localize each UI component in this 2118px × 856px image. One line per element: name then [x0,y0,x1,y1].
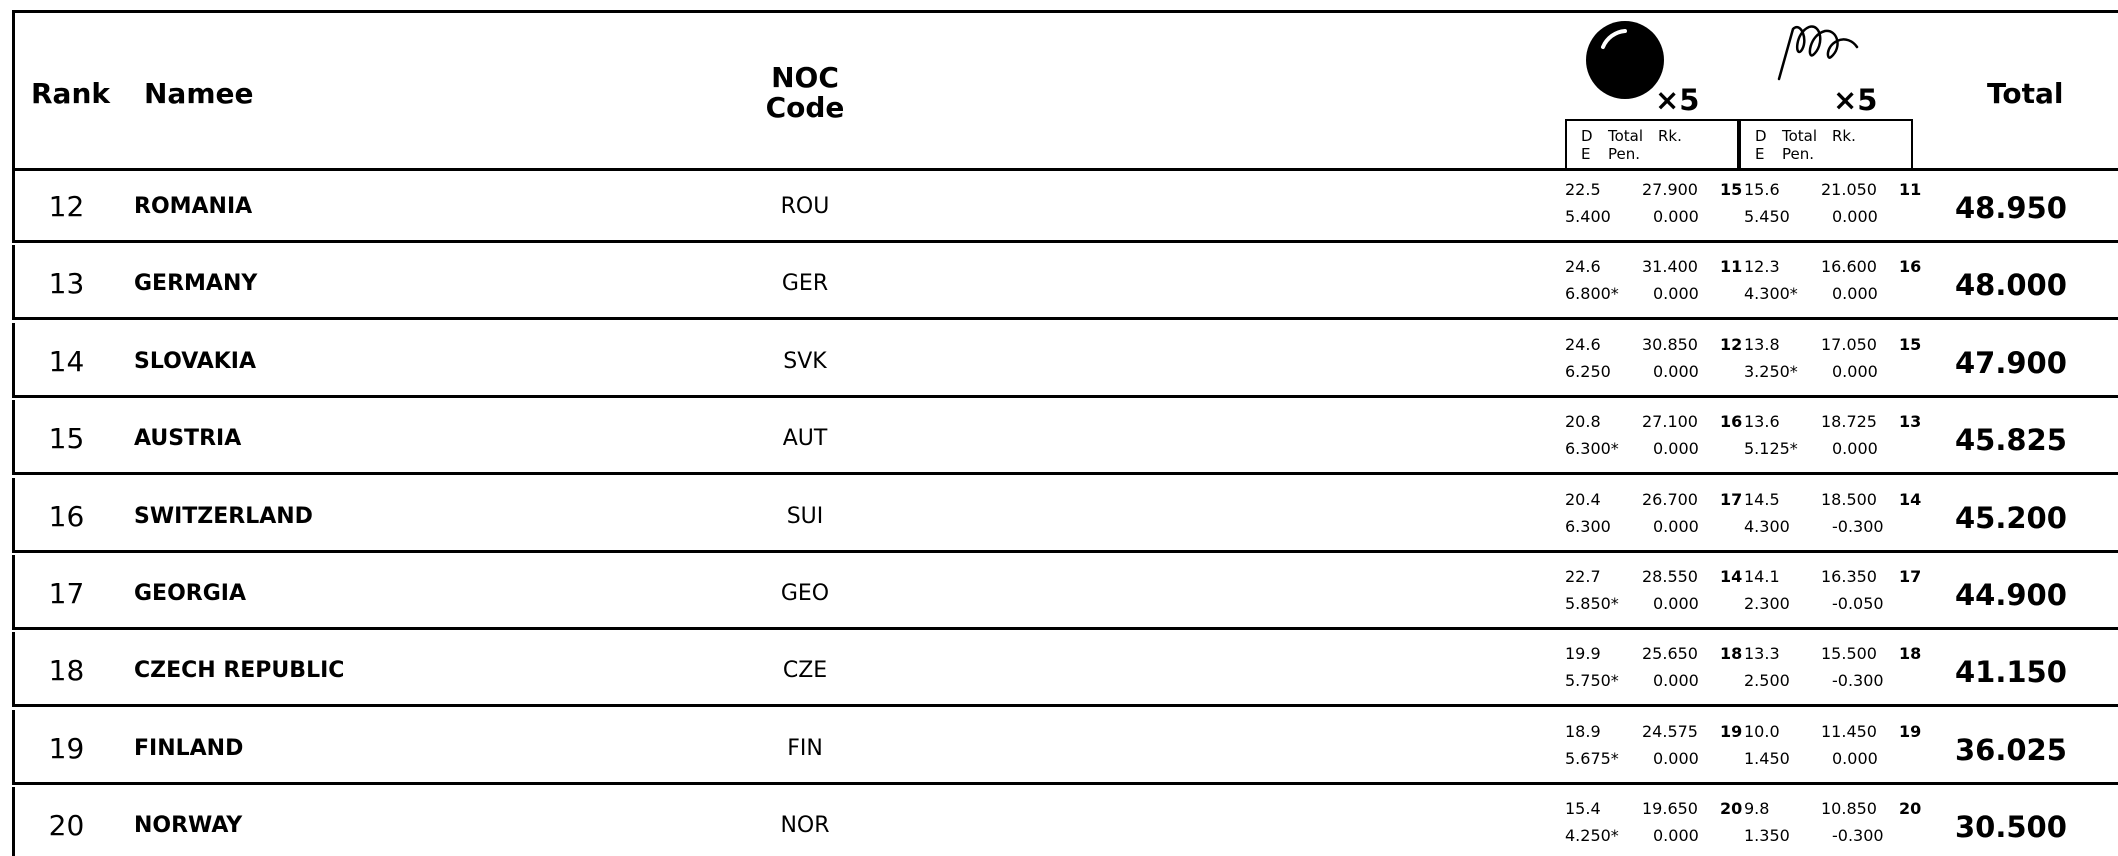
score-d: 13.8 [1744,334,1780,354]
score-e: 5.850* [1565,594,1619,613]
score-total: 11.450 [1821,721,1877,741]
score-total: 30.850 [1642,334,1698,354]
rank-cell: 17 [48,577,85,610]
total-score: 48.950 [1955,191,2067,225]
noc-code: GER [781,271,829,297]
ball-subheader: D Total Rk. E Pen. [1565,119,1739,171]
score-total: 17.050 [1821,334,1877,354]
noc-code: AUT [782,426,828,452]
score-total: 18.725 [1821,412,1877,432]
score-pen: 0.000 [1653,207,1699,226]
score-rk: 17 [1720,489,1743,509]
score-d: 13.6 [1744,412,1780,432]
score-pen: -0.300 [1832,826,1884,846]
total-score: 44.900 [1955,578,2067,612]
score-e: 6.300 [1565,516,1611,536]
score-d: 20.4 [1565,489,1601,509]
score-total: 27.900 [1642,180,1698,199]
score-d: 15.6 [1744,180,1780,199]
country-name: SWITZERLAND [134,503,313,529]
score-rk: 14 [1899,489,1922,509]
score-e: 5.400 [1565,207,1611,226]
score-e: 6.800* [1565,284,1619,304]
score-total: 16.350 [1821,567,1877,586]
table-row [12,478,2118,553]
country-name: NORWAY [134,813,243,839]
score-e: 1.350 [1744,826,1790,846]
score-pen: 0.000 [1832,439,1878,459]
table-row [12,400,2118,475]
country-name: CZECH REPUBLIC [134,658,345,684]
score-e: 5.675* [1565,748,1619,768]
score-total: 18.500 [1821,489,1877,509]
rank-header: Rank [31,77,111,110]
rank-cell: 13 [48,267,85,301]
table-row [12,632,2118,707]
score-pen: 0.000 [1832,284,1878,304]
table-row [12,787,2118,856]
score-rk: 19 [1899,721,1922,741]
score-pen: 0.000 [1832,207,1878,226]
score-total: 21.050 [1821,180,1877,199]
score-total: 15.500 [1821,644,1877,664]
total-score: 30.500 [1955,810,2067,845]
score-e: 5.125* [1744,439,1798,459]
score-e: 5.750* [1565,671,1619,691]
score-d: 20.8 [1565,412,1601,432]
score-rk: 19 [1720,721,1743,741]
total-score: 36.025 [1955,732,2067,767]
score-e: 2.500 [1744,671,1790,691]
score-e: 4.300 [1744,516,1790,536]
noc-code: FIN [787,735,823,761]
score-rk: 20 [1899,799,1922,819]
score-total: 19.650 [1642,799,1698,819]
score-total: 25.650 [1642,644,1698,664]
table-row [12,245,2118,320]
total-score: 47.900 [1955,345,2067,380]
score-rk: 14 [1720,567,1743,586]
score-e: 5.450 [1744,207,1790,226]
table-header [12,10,2118,171]
country-name: GERMANY [134,271,258,297]
score-d: 14.1 [1744,567,1780,586]
score-pen: 0.000 [1653,516,1699,536]
ball-multiplier: ×5 [1655,83,1700,117]
score-e: 2.300 [1744,594,1790,613]
score-rk: 17 [1899,567,1922,586]
noc-header: NOC Code [765,61,845,124]
score-rk: 16 [1899,257,1922,277]
rank-cell: 20 [48,809,85,843]
noc-code: SVK [783,348,827,374]
total-score: 45.825 [1955,423,2067,458]
noc-code: SUI [786,503,824,529]
score-rk: 13 [1899,412,1922,432]
score-pen: 0.000 [1653,361,1699,381]
score-d: 12.3 [1744,257,1780,277]
score-d: 22.5 [1565,180,1601,199]
score-e: 6.250 [1565,361,1611,381]
score-e: 4.250* [1565,826,1619,846]
score-total: 26.700 [1642,489,1698,509]
score-d: 14.5 [1744,489,1780,509]
score-d: 13.3 [1744,644,1780,664]
total-score: 41.150 [1955,655,2067,690]
score-pen: 0.000 [1653,826,1699,846]
total-score: 45.200 [1955,500,2067,535]
score-pen: -0.300 [1832,516,1884,536]
total-score: 48.000 [1955,268,2067,303]
table-row [12,168,2118,243]
score-rk: 16 [1720,412,1743,432]
score-d: 19.9 [1565,644,1601,664]
score-pen: 0.000 [1653,439,1699,459]
score-total: 10.850 [1821,799,1877,819]
score-d: 24.6 [1565,257,1601,277]
score-d: 18.9 [1565,721,1601,741]
score-pen: 0.000 [1832,361,1878,381]
score-d: 22.7 [1565,567,1601,586]
score-total: 31.400 [1642,257,1698,277]
score-e: 6.300* [1565,439,1619,459]
score-rk: 11 [1899,180,1922,199]
score-total: 27.100 [1642,412,1698,432]
score-pen: 0.000 [1653,748,1699,768]
score-pen: -0.300 [1832,671,1884,691]
total-header: Total [1987,77,2064,110]
table-row [12,710,2118,785]
score-pen: 0.000 [1832,748,1878,768]
score-rk: 20 [1720,799,1743,819]
score-rk: 18 [1899,644,1922,664]
rank-cell: 14 [48,344,85,378]
noc-code: GEO [780,581,830,606]
score-rk: 11 [1720,257,1743,277]
rank-cell: 15 [48,422,85,456]
ribbon-multiplier: ×5 [1833,83,1878,117]
noc-code: NOR [780,813,830,839]
rank-cell: 16 [48,499,85,533]
score-total: 16.600 [1821,257,1877,277]
country-name: ROMANIA [134,194,253,219]
country-name: FINLAND [134,735,244,761]
country-name: GEORGIA [134,581,246,606]
score-rk: 15 [1720,180,1743,199]
score-rk: 18 [1720,644,1743,664]
score-rk: 12 [1720,334,1743,354]
score-total: 28.550 [1642,567,1698,586]
name-header: Namee [144,77,254,110]
score-pen: -0.050 [1832,594,1884,613]
score-e: 4.300* [1744,284,1798,304]
score-rk: 15 [1899,334,1922,354]
score-e: 1.450 [1744,748,1790,768]
score-e: 3.250* [1744,361,1798,381]
score-pen: 0.000 [1653,284,1699,304]
noc-code: ROU [780,194,830,219]
noc-code: CZE [782,658,828,684]
country-name: SLOVAKIA [134,348,257,374]
table-row [12,323,2118,398]
rank-cell: 18 [48,654,85,688]
score-d: 15.4 [1565,799,1601,819]
rank-cell: 19 [48,731,85,765]
table-row [12,555,2118,630]
rank-cell: 12 [48,190,85,223]
score-total: 24.575 [1642,721,1698,741]
score-d: 24.6 [1565,334,1601,354]
score-pen: 0.000 [1653,594,1699,613]
score-d: 10.0 [1744,721,1780,741]
ribbon-subheader: D Total Rk. E Pen. [1739,119,1913,171]
score-pen: 0.000 [1653,671,1699,691]
country-name: AUSTRIA [134,426,242,452]
score-d: 9.8 [1744,799,1770,819]
